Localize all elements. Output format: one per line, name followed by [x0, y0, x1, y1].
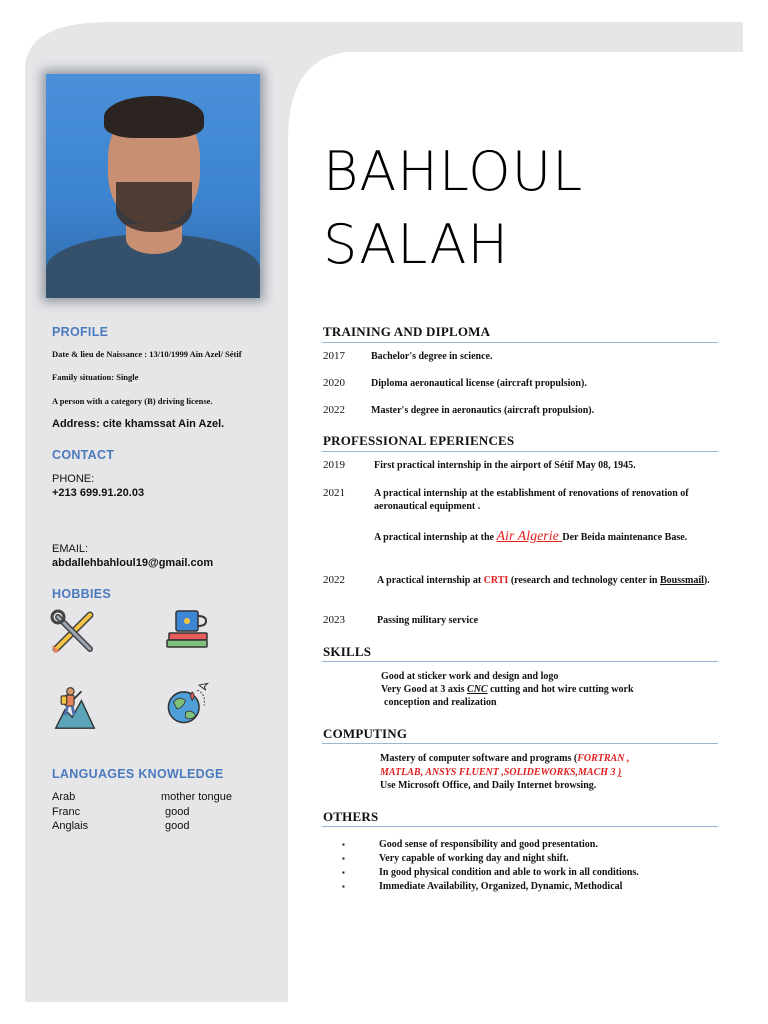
section-divider — [322, 342, 718, 343]
others-list — [342, 838, 639, 894]
name-second-line: SALAH — [323, 213, 510, 276]
language-level: mother tongue — [161, 791, 232, 803]
section-divider — [322, 826, 718, 827]
experience-item: Passing military service — [377, 615, 479, 626]
air-algerie-highlight: Air Algerie — [496, 529, 563, 544]
skill-line: Good at sticker work and design and logo — [381, 671, 559, 682]
list-item: ▪ Very capable of working day and night shift. — [342, 852, 639, 866]
language-level: good — [165, 806, 190, 818]
travel-globe-icon — [163, 680, 213, 726]
experience-year: 2022 — [323, 574, 345, 586]
list-item: ▪ Immediate Availability, Organized, Dynamic, Methodical — [342, 880, 639, 894]
language-name: Anglais — [52, 820, 89, 832]
computing-line: Use Microsoft Office, and Daily Internet browsing. — [380, 780, 597, 791]
birth-info: Date & lieu de Naissance : 13/10/1999 Ain Azel/ Sétif — [52, 349, 242, 359]
driving-license: A person with a category (B) driving license. — [52, 396, 213, 406]
experience-item: A practical internship at CRTI (research and technology center in Boussmail). — [377, 575, 710, 586]
hobbies-heading: HOBBIES — [52, 587, 112, 601]
training-year: 2017 — [323, 350, 345, 362]
others-heading: OTHERS — [323, 809, 379, 824]
language-name: Franc — [52, 806, 81, 818]
language-level: good — [165, 820, 190, 832]
training-year: 2020 — [323, 377, 345, 389]
training-item: Master's degree in aeronautics (aircraft propulsion). — [371, 405, 595, 416]
section-divider — [322, 743, 718, 744]
computing-heading: COMPUTING — [323, 726, 408, 741]
languages-heading: LANGUAGES KNOWLEDGE — [52, 767, 224, 781]
address: Address: cite khamssat Ain Azel. — [52, 418, 225, 430]
section-divider — [322, 451, 718, 452]
experience-year: 2023 — [323, 614, 345, 626]
computing-line: Mastery of computer software and programs (FORTRAN , — [380, 753, 630, 764]
profile-photo — [46, 74, 260, 298]
skill-line: conception and realization — [384, 697, 497, 708]
skill-line: Very Good at 3 axis CNC cutting and hot wire cutting work — [381, 684, 634, 695]
training-year: 2022 — [323, 404, 345, 416]
training-item: Diploma aeronautical license (aircraft propulsion). — [371, 378, 587, 389]
books-cup-icon — [163, 607, 213, 653]
section-divider — [322, 661, 718, 662]
experience-year: 2019 — [323, 459, 345, 471]
profile-heading: PROFILE — [52, 325, 109, 339]
list-item: ▪ In good physical condition and able to work in all conditions. — [342, 866, 639, 880]
list-item: ▪ Good sense of responsibility and good presentation. — [342, 838, 639, 852]
tools-icon — [50, 609, 100, 655]
family-situation: Family situation: Single — [52, 372, 139, 382]
phone-label: PHONE: — [52, 473, 95, 485]
hiking-icon — [50, 684, 100, 730]
experience-item: A practical internship at the establishment of renovations of renovation of aeronautical equipment . — [374, 488, 689, 512]
contact-heading: CONTACT — [52, 448, 115, 462]
phone-number: +213 699.91.20.03 — [52, 487, 145, 499]
skills-heading: SKILLS — [323, 644, 372, 659]
experience-item: First practical internship in the airport of Sétif May 08, 1945. — [374, 460, 636, 471]
training-heading: TRAINING AND DIPLOMA — [323, 324, 491, 339]
language-name: Arab — [52, 791, 76, 803]
experience-heading: PROFESSIONAL EPERIENCES — [323, 433, 515, 448]
crti-highlight: CRTI — [483, 575, 509, 586]
training-item: Bachelor's degree in science. — [371, 351, 493, 362]
computing-line: MATLAB, ANSYS FLUENT ,SOLIDEWORKS,MACH 3 ) — [380, 767, 622, 778]
email-label: EMAIL: — [52, 543, 89, 555]
experience-item: A practical internship at the Air Algerie Der Beida maintenance Base. — [374, 529, 688, 544]
experience-year: 2021 — [323, 487, 345, 499]
name-first-line: BAHLOUL — [323, 140, 584, 203]
email-address[interactable]: abdallehbahloul19@gmail.com — [52, 557, 214, 569]
